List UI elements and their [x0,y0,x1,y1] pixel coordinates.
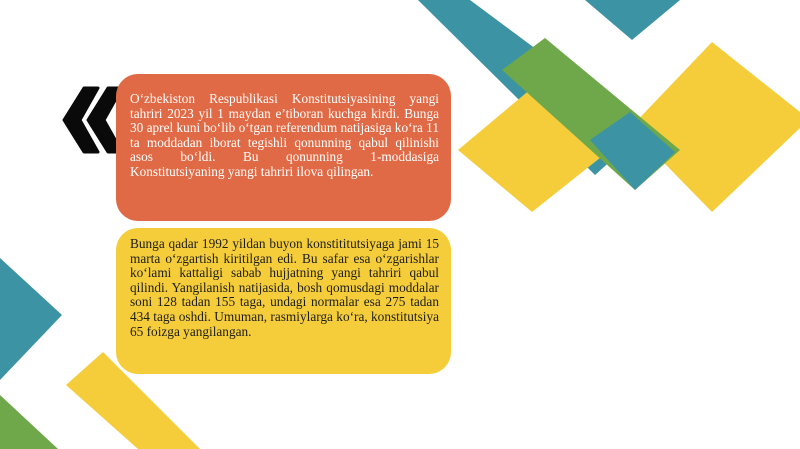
green-triangle-bottom-left [0,395,58,449]
constitution-changes-text: Bunga qadar 1992 yildan buyon konstititutsiyaga jami 15 marta o‘zgartish kiritilgan edi. Bu safar esa o‘zgarishlar ko‘lami kattaligi sabab hujjatning yangi tahriri qabul qilindi. Yangilanish natijasida, bosh qomusdagi moddalar soni 128 tadan 155 taga, undagi normalar esa 275 tadan 434 taga oshdi. Umuman, rasmiylarga ko‘ra, konstitutsiya 65 foizga yangilangan. [130,236,439,339]
teal-triangle-top-right [585,0,680,40]
teal-triangle-bottom-left [0,258,62,380]
constitution-changes-box [116,228,451,374]
double-left-chevron-quote-icon [58,86,124,154]
yellow-diamond-right [630,42,800,212]
constitution-intro-box [116,74,451,221]
constitution-intro-text: O‘zbekiston Respublikasi Konstitutsiyasining yangi tahriri 2023 yil 1 maydan e’tiboran kuchga kirdi. Bunga 30 aprel kuni bo‘lib o‘tgan referendum natijasiga ko‘ra 11 ta moddadan iborat tegishli qonunning qabul qilinishi asos bo‘ldi. Bu qonunning 1-moddasiga Konstitutsiyaning yangi tahriri ilova qilingan. [130,91,439,179]
